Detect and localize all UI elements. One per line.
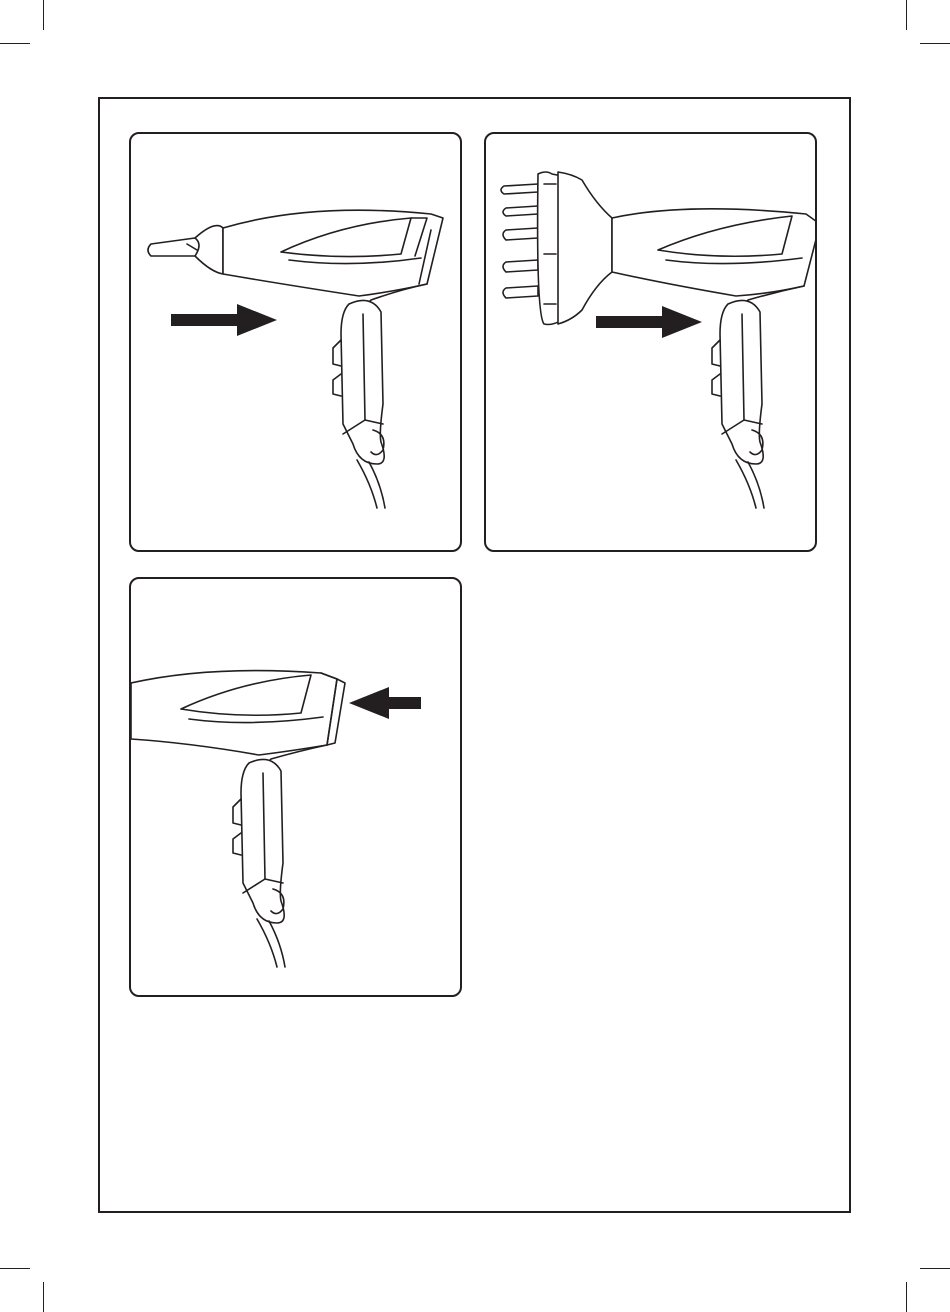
- arrow-right-icon: [596, 306, 702, 338]
- crop-mark: [43, 1282, 44, 1312]
- crop-mark: [906, 0, 907, 30]
- crop-mark: [920, 43, 950, 44]
- panel-dryer-nozzle: [129, 132, 462, 552]
- panel-dryer-filter: [129, 577, 462, 997]
- crop-mark: [0, 1268, 30, 1269]
- dryer-diffuser-illustration: [486, 134, 817, 552]
- crop-mark: [43, 0, 44, 30]
- arrow-left-icon: [349, 687, 421, 719]
- crop-mark: [0, 43, 30, 44]
- arrow-right-icon: [171, 304, 277, 336]
- dryer-filter-illustration: [131, 579, 462, 997]
- dryer-nozzle-illustration: [131, 134, 462, 552]
- crop-mark: [906, 1282, 907, 1312]
- crop-mark: [920, 1268, 950, 1269]
- panel-dryer-diffuser: [484, 132, 817, 552]
